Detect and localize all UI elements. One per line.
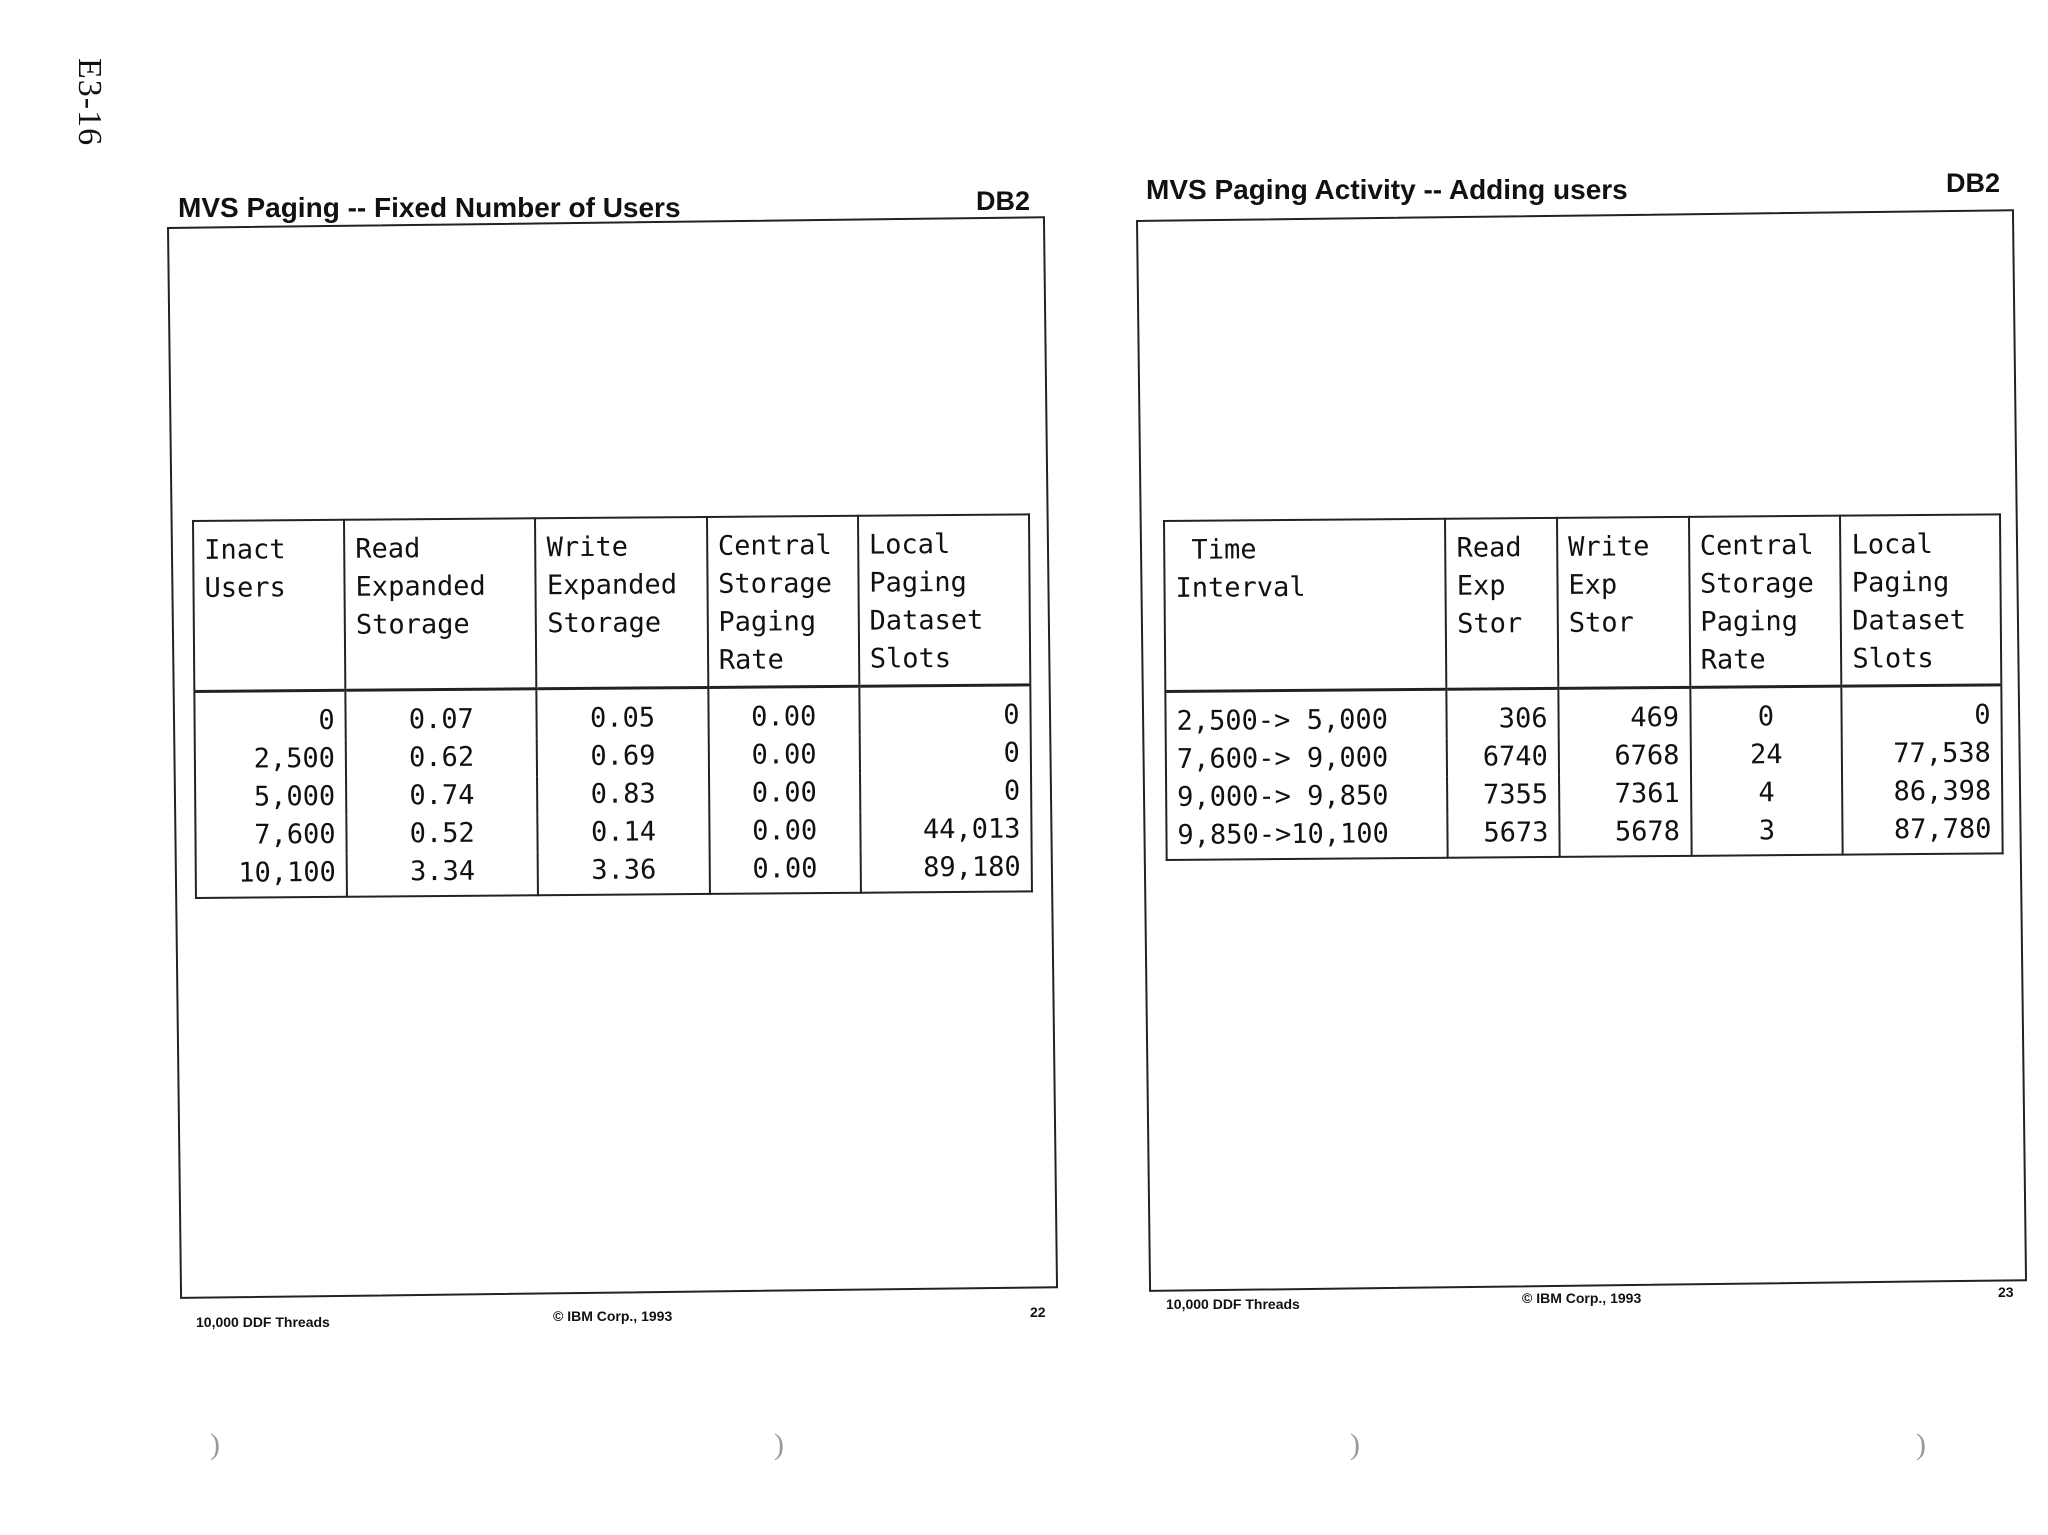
scan-mark: ) [774,1428,784,1461]
cell-dataset-slots: 89,180 [860,848,1032,892]
table-row [195,772,1031,817]
header-write-expanded-storage: Write Expanded Storage [535,517,708,689]
cell-paging-rate: 0.00 [709,774,860,813]
cell-read-expanded: 0.74 [346,776,538,816]
cell-write-expanded: 0.69 [537,737,709,776]
table-row [195,734,1031,779]
cell-dataset-slots: 0 [859,734,1031,773]
table-row [1165,685,2001,741]
cell-dataset-slots: 86,398 [1842,772,2002,811]
cell-inact-users: 7,600 [195,816,346,855]
cell-paging-rate: 0.00 [709,812,860,851]
table-row [1166,772,2002,817]
header-read-exp-stor: Read Exp Stor [1445,518,1558,689]
table-row [196,848,1032,898]
cell-read-exp: 306 [1447,688,1559,738]
cell-paging-rate: 4 [1691,774,1843,813]
cell-write-exp: 6768 [1559,737,1691,776]
table-row [1166,810,2002,860]
cell-dataset-slots: 0 [859,685,1031,736]
footer-page-number: 22 [1030,1304,1046,1320]
cell-read-expanded: 0.07 [345,689,537,740]
cell-time-interval: 2,500-> 5,000 [1165,689,1447,741]
cell-time-interval: 9,850->10,100 [1166,815,1448,860]
footer-threads: 10,000 DDF Threads [196,1314,330,1330]
scan-mark: ) [1916,1428,1926,1461]
cell-dataset-slots: 0 [1842,685,2002,736]
page-code: E3-16 [71,58,108,147]
scan-mark: ) [210,1428,220,1461]
table-row [194,685,1030,741]
cell-write-expanded: 0.05 [537,687,709,738]
cell-read-exp: 5673 [1448,814,1560,858]
header-central-storage-paging-rate: Central Storage Paging Rate [1689,516,1842,688]
cell-paging-rate: 24 [1690,736,1842,775]
cell-dataset-slots: 44,013 [860,810,1032,849]
paging-table-fixed-users [192,513,1033,899]
cell-read-exp: 6740 [1447,738,1559,777]
table-row [195,810,1031,855]
slide-brand: DB2 [976,186,1031,216]
cell-read-expanded: 3.34 [347,852,539,897]
cell-paging-rate: 0.00 [708,736,859,775]
cell-paging-rate: 3 [1691,812,1843,856]
footer-copyright: © IBM Corp., 1993 [553,1308,673,1324]
slide-brand: DB2 [1946,168,2001,198]
cell-dataset-slots: 87,780 [1843,810,2003,854]
cell-write-exp: 7361 [1559,775,1691,814]
header-read-expanded-storage: Read Expanded Storage [344,518,537,690]
cell-read-exp: 7355 [1447,776,1559,815]
cell-paging-rate: 0.00 [709,850,860,894]
cell-inact-users: 0 [194,690,345,741]
header-local-paging-dataset-slots: Local Paging Dataset Slots [858,514,1031,686]
header-write-exp-stor: Write Exp Stor [1557,517,1690,689]
cell-paging-rate: 0.00 [708,686,859,737]
table-header-row [193,514,1030,691]
header-central-storage-paging-rate: Central Storage Paging Rate [707,516,859,688]
cell-inact-users: 2,500 [195,740,346,779]
cell-read-expanded: 0.52 [346,814,538,854]
header-time-interval: Time Interval [1164,519,1447,692]
cell-read-expanded: 0.62 [346,738,538,778]
slide-title: MVS Paging -- Fixed Number of Users [178,192,681,223]
cell-write-exp: 5678 [1559,813,1691,857]
cell-time-interval: 9,000-> 9,850 [1166,777,1448,817]
table-header-row [1164,514,2001,691]
cell-write-expanded: 3.36 [538,851,710,895]
cell-inact-users: 10,100 [196,854,347,898]
cell-write-expanded: 0.83 [537,775,709,814]
paging-table-adding-users [1163,513,2004,861]
cell-dataset-slots: 77,538 [1842,734,2002,773]
footer-page-number: 23 [1998,1284,2014,1300]
footer-copyright: © IBM Corp., 1993 [1522,1290,1642,1306]
cell-paging-rate: 0 [1690,686,1842,737]
header-inact-users: Inact Users [193,520,345,692]
cell-time-interval: 7,600-> 9,000 [1166,739,1448,779]
header-local-paging-dataset-slots: Local Paging Dataset Slots [1840,514,2001,686]
cell-write-expanded: 0.14 [538,813,710,852]
cell-write-exp: 469 [1558,687,1690,738]
slide-title: MVS Paging Activity -- Adding users [1146,174,1628,205]
cell-inact-users: 5,000 [195,778,346,817]
cell-dataset-slots: 0 [860,772,1032,811]
footer-threads: 10,000 DDF Threads [1166,1296,1300,1312]
scan-mark: ) [1350,1428,1360,1461]
table-row [1166,734,2002,779]
